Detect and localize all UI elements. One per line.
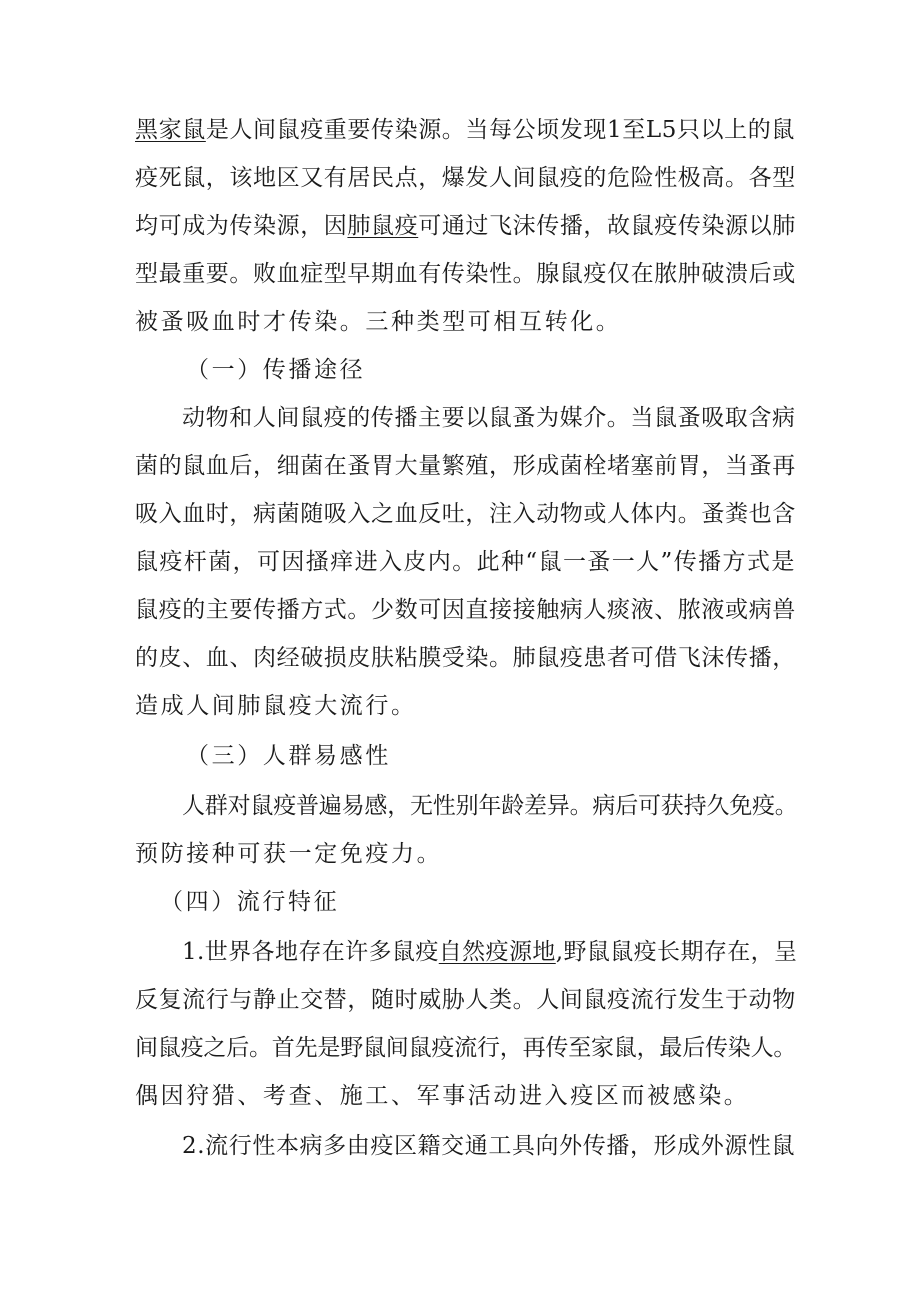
paragraph-4-line-2: 反复流行与静止交替，随时威胁人类。人间鼠疫流行发生于动物: [135, 987, 796, 1013]
paragraph-4-line-4: 偶因狩猎、考查、施工、军事活动进入疫区而被感染。: [135, 1083, 750, 1109]
heading-transmission: （一）传播途径: [186, 357, 366, 383]
paragraph-1-line-5: 被蚤吸血时才传染。三种类型可相互转化。: [135, 309, 622, 335]
paragraph-1-line-2: 疫死鼠，该地区又有居民点，爆发人间鼠疫的危险性极高。各型: [135, 165, 796, 191]
paragraph-2-line-6: 的皮、血、肉经破损皮肤粘膜受染。肺鼠疫患者可借飞沫传播，: [135, 645, 796, 671]
paragraph-1-line-3: [135, 211, 796, 241]
paragraph-2-line-7: 造成人间肺鼠疫大流行。: [135, 693, 417, 719]
term-black-rat: 黑家鼠: [135, 117, 206, 143]
paragraph-1-line-1: [135, 115, 795, 145]
paragraph-4-line-3: 间鼠疫之后。首先是野鼠间鼠疫流行，再传至家鼠，最后传染人。: [135, 1035, 797, 1061]
paragraph-2-line-2: 菌的鼠血后，细菌在蚤胃大量繁殖，形成菌栓堵塞前胃，当蚤再: [135, 453, 796, 479]
text-span: 是人间鼠疫重要传染源。当每公顷发现1至L5只以上的鼠: [205, 117, 795, 143]
heading-susceptibility: （三）人群易感性: [186, 743, 391, 769]
term-natural-focus: 自然疫源地: [438, 939, 556, 965]
paragraph-3-line-2: 预防接种可获一定免疫力。: [135, 841, 443, 867]
paragraph-5-line-1: 2.流行性本病多由疫区籍交通工具向外传播，形成外源性鼠: [182, 1133, 796, 1159]
paragraph-3-line-1: 人群对鼠疫普遍易感，无性别年龄差异。病后可获持久免疫。: [182, 793, 798, 819]
paragraph-4-line-1: [182, 937, 797, 967]
text-span: 均可成为传染源，因: [135, 213, 348, 239]
paragraph-2-line-3: 吸入血时，病菌随吸入之血反吐，注入动物或人体内。蚤粪也含: [135, 501, 796, 527]
text-span: 1.世界各地存在许多鼠疫: [182, 939, 439, 965]
heading-epidemic-features: （四）流行特征: [160, 889, 340, 915]
paragraph-1-line-4: 型最重要。败血症型早期血有传染性。腺鼠疫仅在脓肿破溃后或: [135, 261, 796, 287]
text-span: ,野鼠鼠疫长期存在，呈: [555, 939, 798, 965]
term-pneumonic-plague: 肺鼠疫: [347, 213, 419, 239]
paragraph-2-line-5: 鼠疫的主要传播方式。少数可因直接接触病人痰液、脓液或病兽: [135, 597, 796, 623]
text-span: 可通过飞沫传播，故鼠疫传染源以肺: [418, 213, 796, 239]
paragraph-2-line-4: 鼠疫杆菌，可因搔痒进入皮内。此种“鼠一蚤一人”传播方式是: [135, 549, 796, 575]
paragraph-2-line-1: 动物和人间鼠疫的传播主要以鼠蚤为媒介。当鼠蚤吸取含病: [182, 405, 796, 431]
